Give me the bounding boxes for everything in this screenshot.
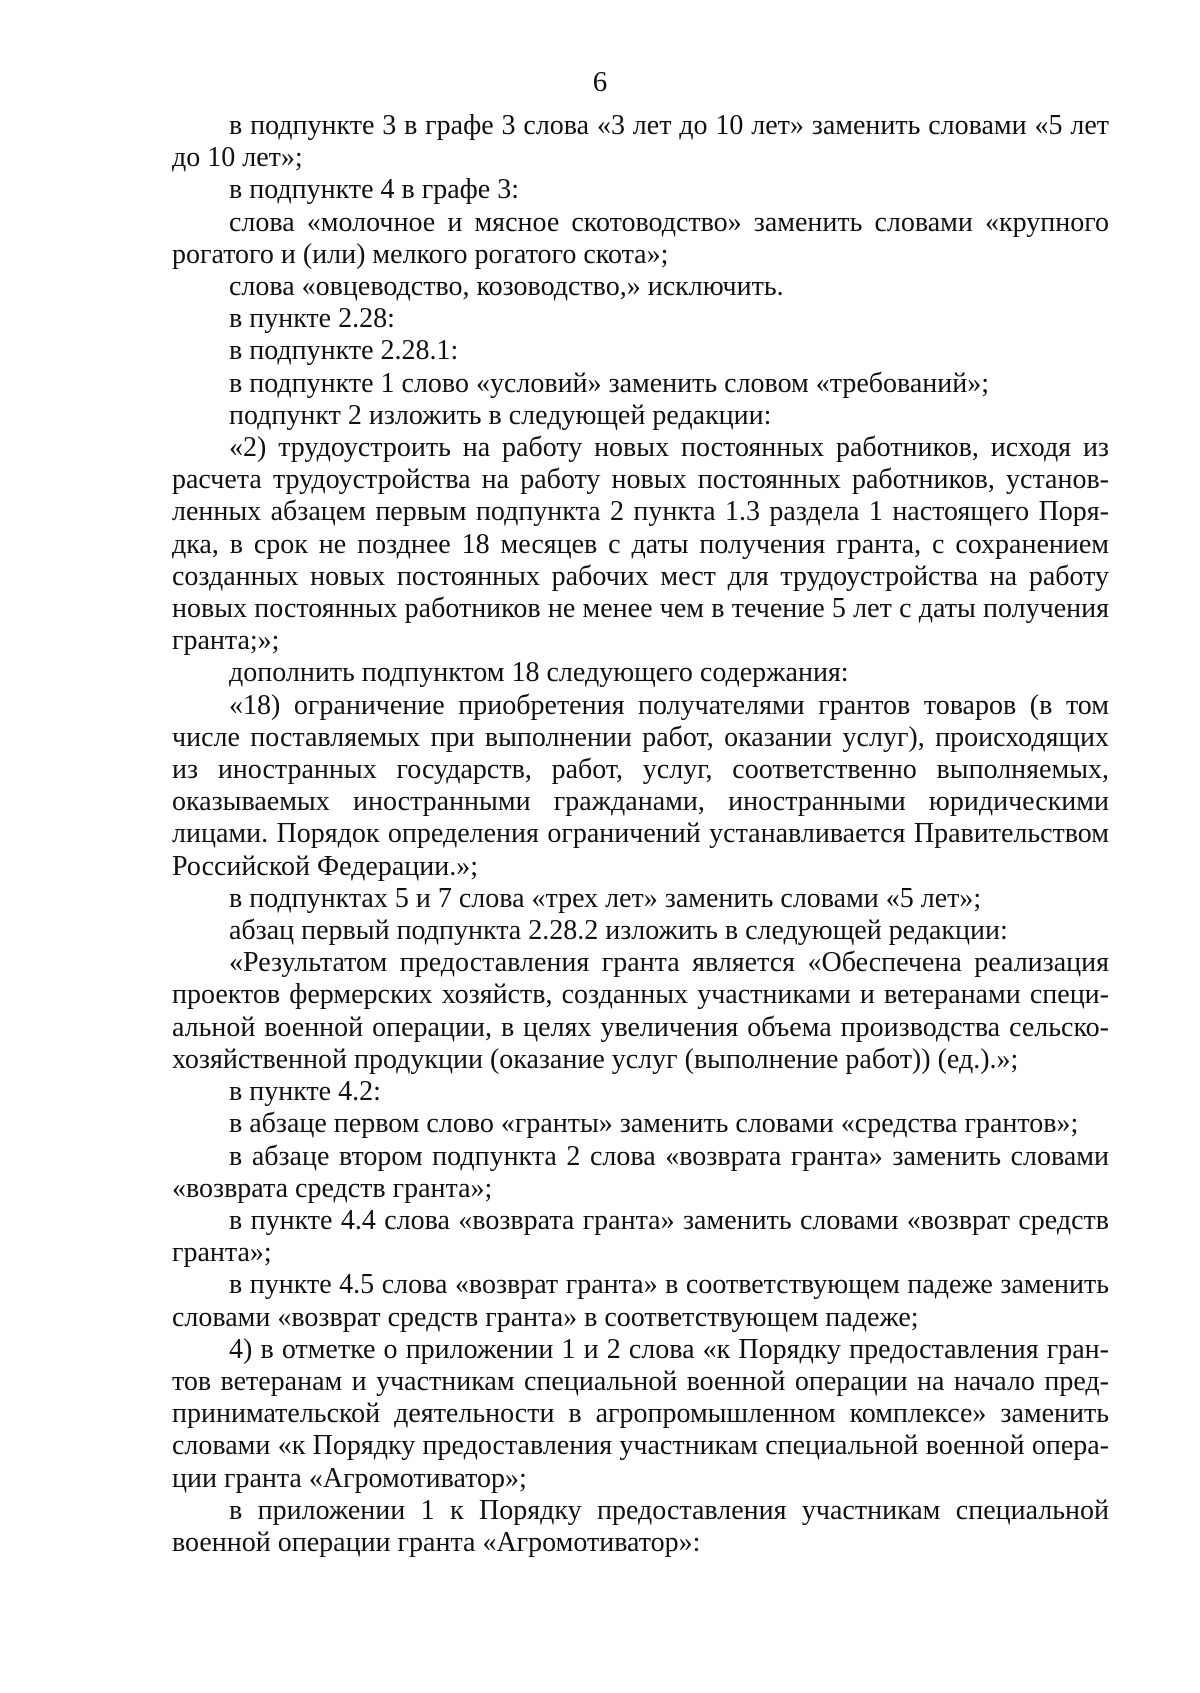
paragraph: «Результатом предоставления гранта является «Обеспечена реализация проектов фермерских хозяйств, созданных участниками и ветеранами специальной военной операции, в целях увеличения объема производства сельскохозяйственной продукции (оказание услуг (выполнение работ)) (ед.).»; — [172, 947, 1109, 1075]
paragraph: в пункте 2.28: — [229, 303, 395, 335]
paragraph: в пункте 4.2: — [229, 1076, 381, 1108]
paragraph: в приложении 1 к Порядку предоставления участникам специальной военной операции гранта «Агромотиватор»: — [172, 1494, 1109, 1558]
paragraph: абзац первый подпункта 2.28.2 изложить в следующей редакции: — [229, 915, 1008, 947]
paragraph: дополнить подпунктом 18 следующего содержания: — [229, 657, 849, 689]
paragraph: подпункт 2 изложить в следующей редакции: — [229, 399, 772, 431]
paragraph: слова «молочное и мясное скотоводство» заменить словами «крупного рогатого и (или) мелкого рогатого скота»; — [172, 206, 1109, 270]
paragraph: 4) в отметке о приложении 1 и 2 слова «к Порядку предоставления грантов ветеранам и участникам специальной военной операции на начало предпринимательской деятельности в агропромышленном комплексе» заменить словами «к Порядку предоставления участникам специальной военной операции гранта «Агромотиватор»; — [172, 1333, 1109, 1494]
document-body — [172, 110, 1109, 1559]
paragraph: в подпункте 3 в графе 3 слова «3 лет до 10 лет» заменить словами «5 лет до 10 лет»; — [172, 110, 1109, 174]
paragraph: в пункте 4.4 слова «возврата гранта» заменить словами «возврат средств гранта»; — [172, 1204, 1109, 1269]
paragraph: в пункте 4.5 слова «возврат гранта» в соответствующем падеже заменить словами «возврат средств гранта» в соответствующем падеже; — [172, 1269, 1109, 1333]
paragraph: в подпунктах 5 и 7 слова «трех лет» заменить словами «5 лет»; — [229, 882, 982, 914]
paragraph: слова «овцеводство, козоводство,» исключить. — [229, 271, 784, 303]
paragraph: «2) трудоустроить на работу новых постоянных работников, исходя из расчета трудоустройства на работу новых постоянных работников, установленных абзацем первым подпункта 2 пункта 1.3 раздела 1 настоящего Порядка, в срок не позднее 18 месяцев с даты получения гранта, с сохранением созданных новых постоянных рабочих мест для трудоустройства на работу новых постоянных работников не менее чем в течение 5 лет с даты получения гранта;»; — [172, 432, 1109, 657]
page-number: 6 — [592, 66, 608, 98]
paragraph: в абзаце втором подпункта 2 слова «возврата гранта» заменить словами «возврата средств гранта»; — [172, 1140, 1109, 1204]
paragraph: «18) ограничение приобретения получателями грантов товаров (в том числе поставляемых при выполнении работ, оказании услуг), происходящих из иностранных государств, работ, услуг, соответственно выполняемых, оказываемых иностранными гражданами, иностранными юридическими лицами. Порядок определения ограничений устанавливается Правительством Российской Федерации.»; — [172, 689, 1109, 882]
paragraph: в подпункте 4 в графе 3: — [229, 174, 519, 206]
paragraph: в абзаце первом слово «гранты» заменить словами «средства грантов»; — [229, 1108, 1079, 1140]
paragraph: в подпункте 1 слово «условий» заменить словом «требований»; — [229, 367, 990, 399]
paragraph: в подпункте 2.28.1: — [229, 335, 459, 367]
